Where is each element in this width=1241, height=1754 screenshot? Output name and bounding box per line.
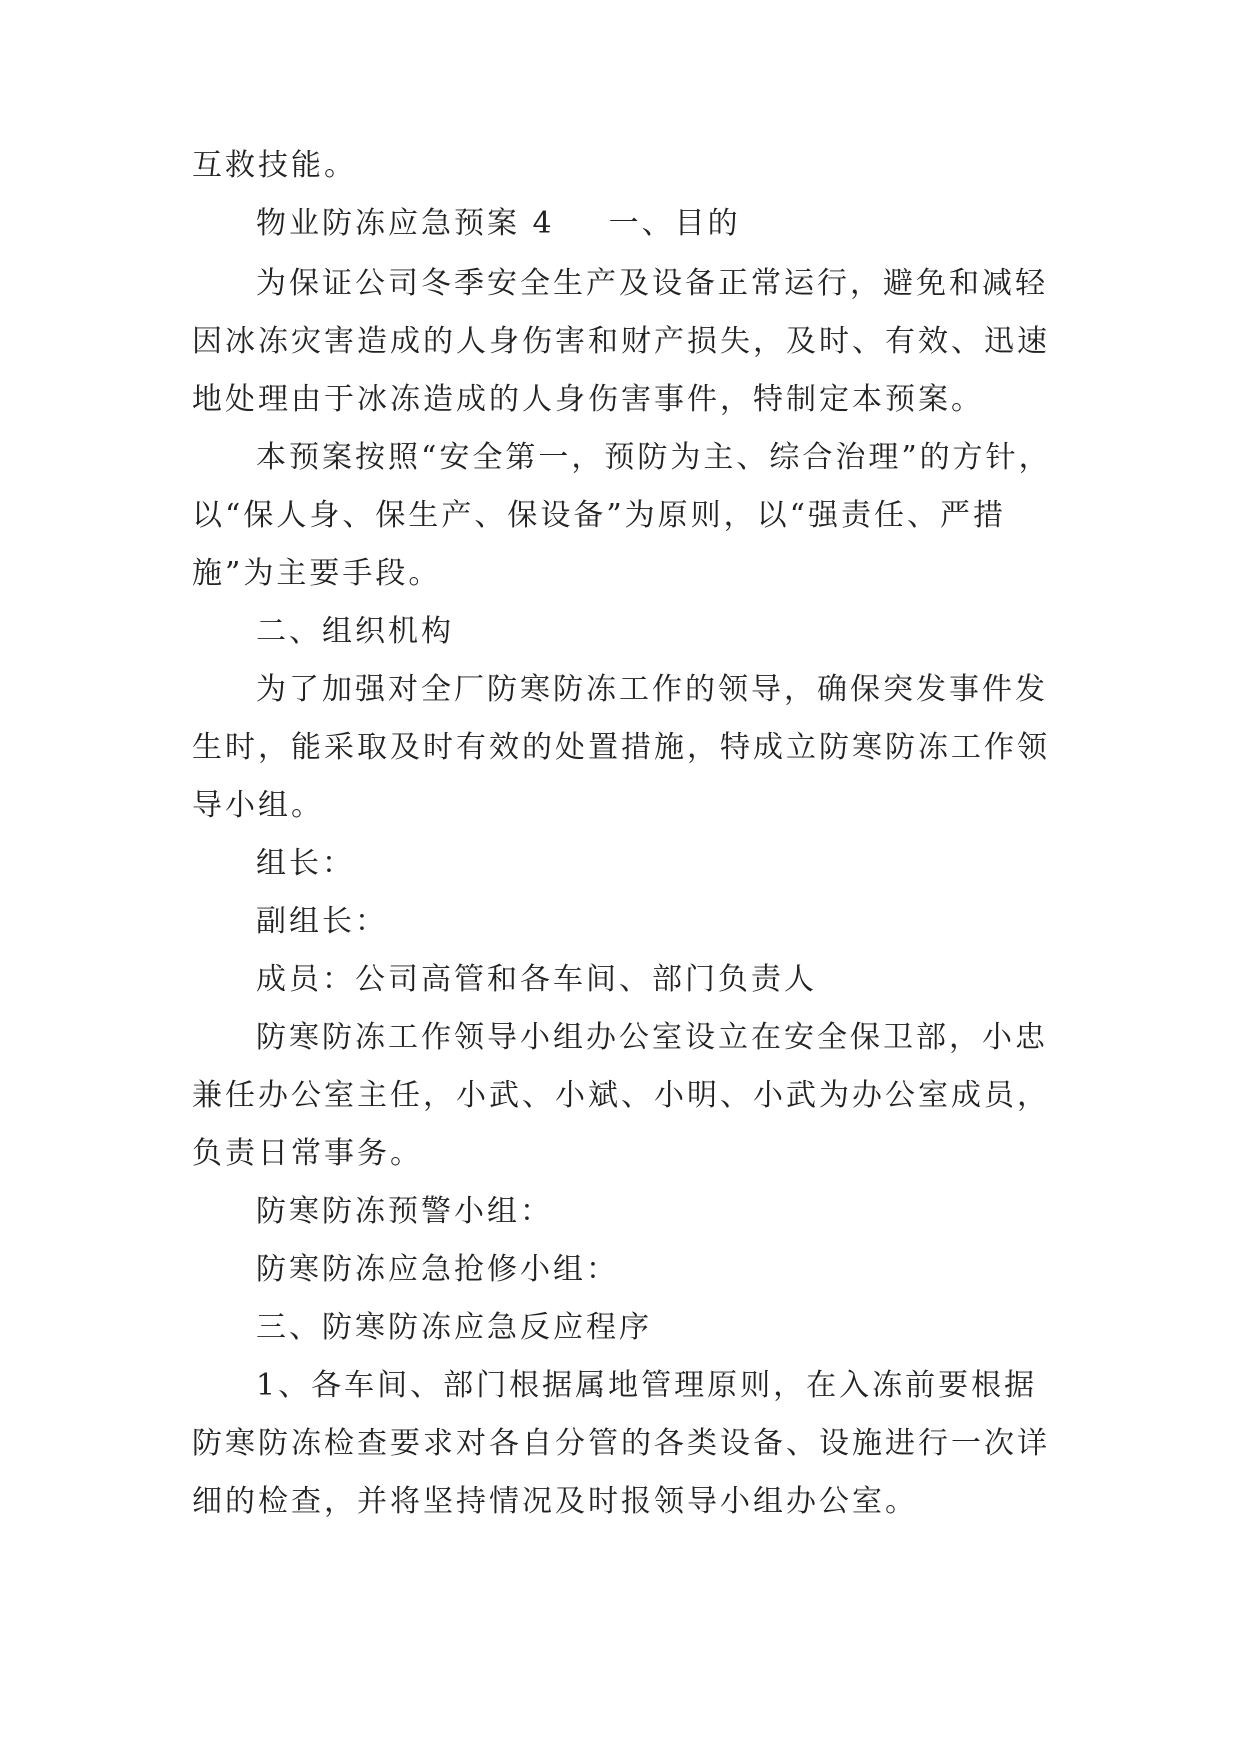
- group-line: 防寒防冻应急抢修小组：: [256, 1252, 619, 1287]
- paragraph-line: 细的检查，并将坚持情况及时报领导小组办公室。: [192, 1484, 918, 1519]
- paragraph-line: 为了加强对全厂防寒防冻工作的领导，确保突发事件发: [256, 672, 1048, 707]
- role-line: 副组长：: [256, 904, 388, 939]
- section-heading: 二、组织机构: [256, 614, 454, 649]
- section-heading: 一、目的: [608, 206, 741, 241]
- role-line: 成员：公司高管和各车间、部门负责人: [256, 962, 817, 997]
- paragraph-line: 防寒防冻检查要求对各自分管的各类设备、设施进行一次详: [192, 1426, 1050, 1461]
- document-title: [256, 204, 741, 244]
- paragraph-line: 导小组。: [192, 788, 324, 823]
- paragraph-line: 1、各车间、部门根据属地管理原则，在入冻前要根据: [256, 1368, 1038, 1403]
- paragraph-line: 防寒防冻工作领导小组办公室设立在安全保卫部，小忠: [256, 1020, 1048, 1055]
- paragraph-line: 施”为主要手段。: [192, 556, 442, 591]
- role-line: 组长：: [256, 846, 355, 881]
- paragraph-line: 地处理由于冰冻造成的人身伤害事件，特制定本预案。: [192, 382, 984, 417]
- section-heading: 三、防寒防冻应急反应程序: [256, 1310, 652, 1345]
- paragraph-line: 为保证公司冬季安全生产及设备正常运行，避免和减轻: [256, 266, 1048, 301]
- paragraph-line: 生时，能采取及时有效的处置措施，特成立防寒防冻工作领: [192, 730, 1050, 765]
- paragraph-line: 负责日常事务。: [192, 1136, 423, 1171]
- text-line: 互救技能。: [192, 148, 357, 183]
- paragraph-line: 因冰冻灾害造成的人身伤害和财产损失，及时、有效、迅速: [192, 324, 1050, 359]
- title-text: 物业防冻应急预案 4: [256, 206, 555, 241]
- paragraph-line: 以“保人身、保生产、保设备”为原则，以“强责任、严措: [192, 498, 1007, 533]
- paragraph-line: 兼任办公室主任，小武、小斌、小明、小武为办公室成员，: [192, 1078, 1050, 1113]
- paragraph-line: 本预案按照“安全第一，预防为主、综合治理”的方针，: [256, 440, 1052, 475]
- group-line: 防寒防冻预警小组：: [256, 1194, 553, 1229]
